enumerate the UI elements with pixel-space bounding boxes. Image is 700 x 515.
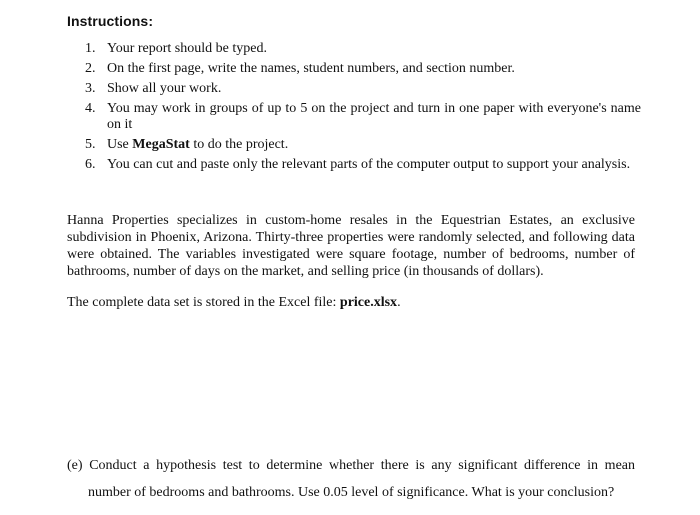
question-e-line-1: (e) Conduct a hypothesis test to determine whether there is any significant difference in mean — [67, 458, 635, 473]
dataset-suffix: . — [397, 295, 401, 310]
instruction-item-5 — [85, 137, 641, 153]
instruction-item-2 — [85, 61, 641, 77]
instruction-item-4 — [85, 101, 641, 133]
instruction-number: 2. — [85, 61, 96, 76]
instruction-text: On the first page, write the names, student numbers, and section number. — [107, 61, 515, 76]
instruction-text-post: to do the project. — [189, 137, 289, 152]
instruction-item-3 — [85, 81, 641, 97]
instruction-item-1 — [85, 41, 641, 57]
megastat-name: MegaStat — [132, 137, 190, 152]
instruction-number: 4. — [85, 101, 96, 116]
instruction-number: 5. — [85, 137, 96, 152]
instructions-list — [85, 41, 641, 177]
dataset-prefix: The complete data set is stored in the Excel file: — [67, 295, 340, 310]
instruction-text: Show all your work. — [107, 81, 222, 96]
instruction-text: Your report should be typed. — [107, 41, 267, 56]
question-e-line-2: number of bedrooms and bathrooms. Use 0.05 level of significance. What is your conclusion? — [88, 485, 615, 500]
instruction-text: You may work in groups of up to 5 on the project and turn in one paper with everyone's name on it — [107, 101, 641, 132]
instruction-text: You can cut and paste only the relevant parts of the computer output to support your analysis. — [107, 157, 631, 172]
instruction-text — [107, 137, 641, 153]
instruction-number: 1. — [85, 41, 96, 56]
instructions-heading: Instructions: — [67, 13, 154, 29]
dataset-note — [67, 294, 401, 311]
instruction-number: 3. — [85, 81, 96, 96]
instruction-number: 6. — [85, 157, 96, 172]
instruction-text-pre: Use — [107, 137, 133, 152]
dataset-filename: price.xlsx — [339, 295, 398, 310]
instruction-item-6 — [85, 157, 641, 173]
problem-description: Hanna Properties specializes in custom-home resales in the Equestrian Estates, an exclusive subdivision in Phoenix, Arizona. Thirty-three properties were randomly selected, and following data were obtained. The variables investigated were square footage, number of bedrooms, number of bathrooms, number of days on the market, and selling price (in thousands of dollars). — [67, 213, 635, 279]
